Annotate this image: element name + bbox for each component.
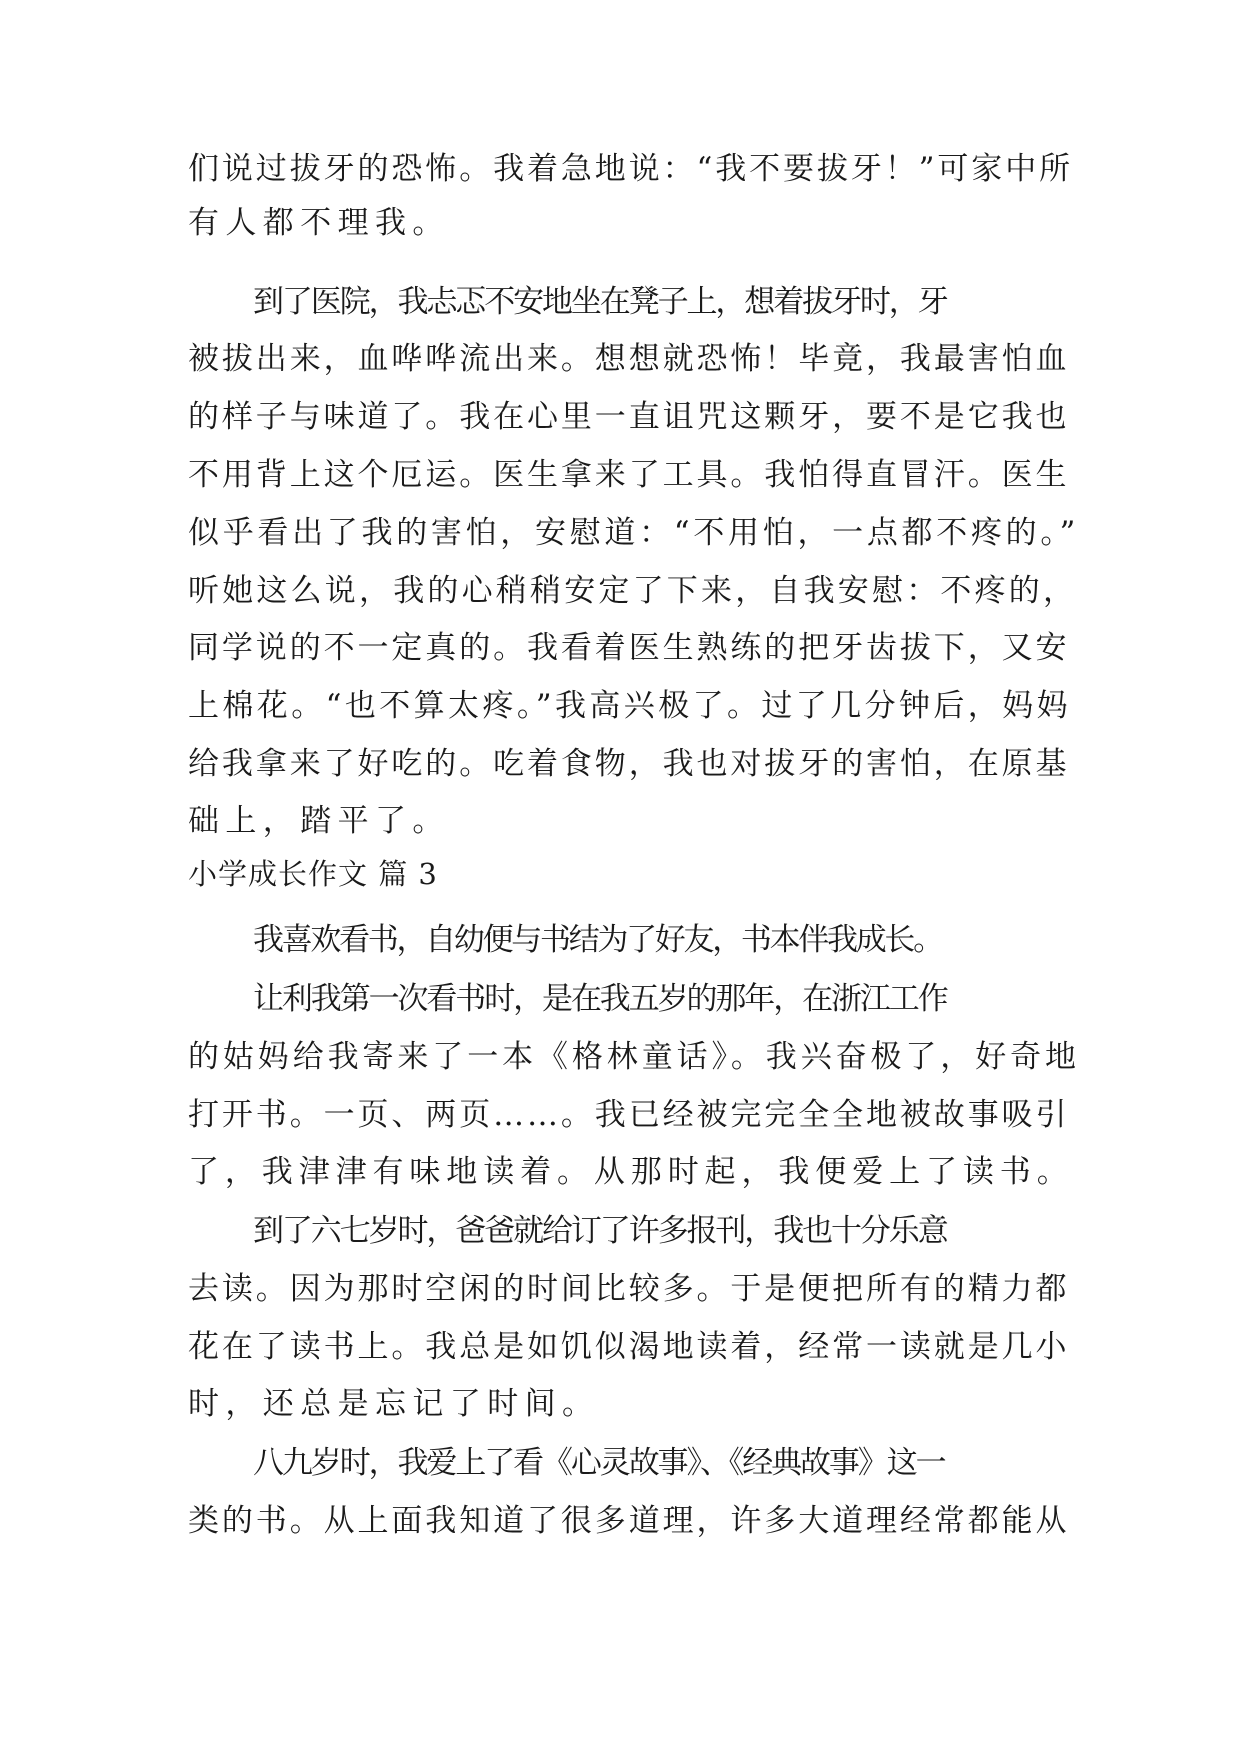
text-line: 给我拿来了好吃的。吃着食物，我也对拔牙的害怕，在原基	[188, 746, 1070, 782]
paragraph-start-line: 让利我第一次看书时，是在我五岁的那年，在浙江工作	[253, 981, 947, 1017]
text-line: 们说过拔牙的恐怖。我着急地说：“我不要拔牙！”可家中所	[188, 151, 1073, 187]
text-line: 上棉花。“也不算太疼。”我高兴极了。过了几分钟后，妈妈	[188, 688, 1071, 724]
paragraph-start-line: 到了六七岁时，爸爸就给订了许多报刊，我也十分乐意	[253, 1213, 947, 1249]
paragraph-start-line: 八九岁时，我爱上了看《心灵故事》、《经典故事》这一	[253, 1445, 945, 1481]
text-line: 的样子与味道了。我在心里一直诅咒这颗牙，要不是它我也	[188, 399, 1070, 435]
text-line: 去读。因为那时空闲的时间比较多。于是便把所有的精力都	[188, 1271, 1070, 1307]
text-line: 时，还总是忘记了时间。	[188, 1386, 600, 1422]
text-line: 花在了读书上。我总是如饥似渴地读着，经常一读就是几小	[188, 1329, 1070, 1365]
text-line: 类的书。从上面我知道了很多道理，许多大道理经常都能从	[188, 1503, 1070, 1539]
text-line: 似乎看出了我的害怕，安慰道：“不用怕，一点都不疼的。”	[188, 515, 1080, 551]
text-line: 了，我津津有味地读着。从那时起，我便爱上了读书。	[188, 1154, 1074, 1190]
text-line: 打开书。一页、两页……。我已经被完完全全地被故事吸引	[188, 1097, 1070, 1133]
text-line: 同学说的不一定真的。我看着医生熟练的把牙齿拔下，又安	[188, 630, 1070, 666]
paragraph-start-line: 我喜欢看书，自幼便与书结为了好友，书本伴我成长。	[253, 922, 942, 958]
paragraph-start-line: 到了医院，我忐忑不安地坐在凳子上，想着拔牙时，牙	[253, 284, 947, 320]
text-line: 不用背上这个厄运。医生拿来了工具。我怕得直冒汗。医生	[188, 457, 1070, 493]
section-heading: 小学成长作文 篇 3	[188, 857, 438, 891]
text-line: 础上，踏平了。	[188, 803, 450, 839]
text-line: 有人都不理我。	[188, 205, 450, 241]
text-line: 听她这么说，我的心稍稍安定了下来，自我安慰：不疼的，	[188, 573, 1078, 609]
text-line: 的姑妈给我寄来了一本《格林童话》。我兴奋极了，好奇地	[188, 1039, 1080, 1075]
text-line: 被拔出来，血哗哗流出来。想想就恐怖！毕竟，我最害怕血	[188, 341, 1070, 377]
